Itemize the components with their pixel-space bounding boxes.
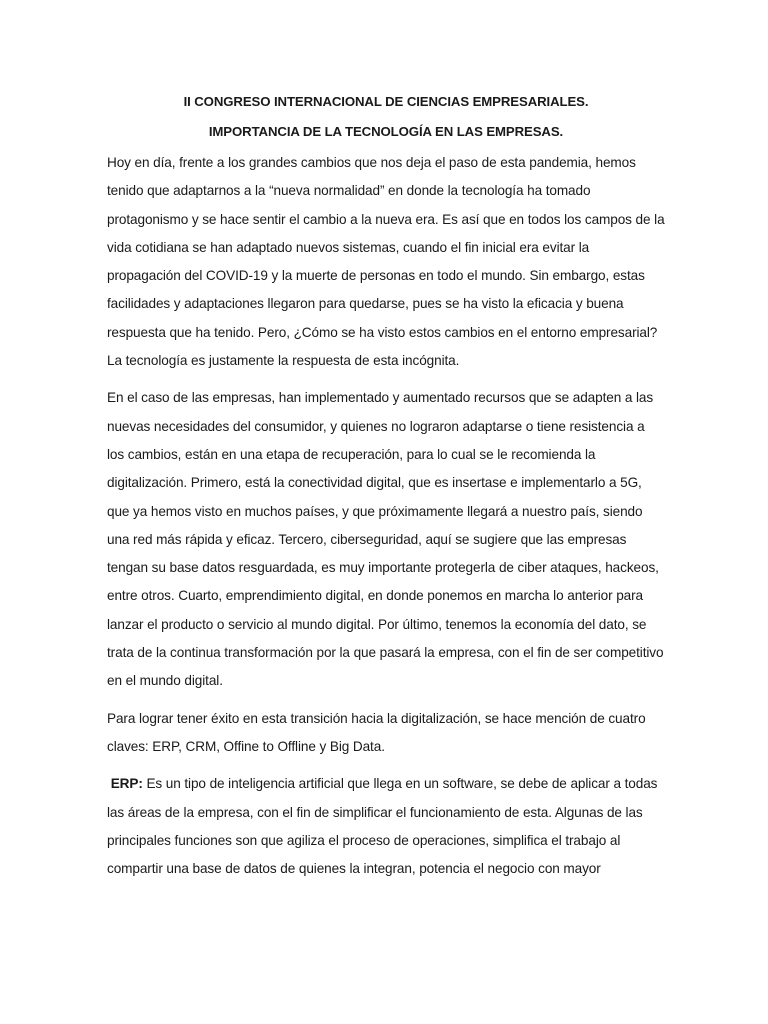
paragraph-companies: En el caso de las empresas, han implementado y aumentado recursos que se adapten a las nuevas necesidades del consumidor, y quienes no lograron adaptarse o tiene resistencia a los cambios, están en una etapa de recuperación, para lo cual se le recomienda la digitalización. Primero, está la conectividad digital, que es insertase e implementarlo a 5G, que ya hemos visto en muchos países, y que próximamente llegará a nuestro país, siendo una red más rápida y eficaz. Tercero, ciberseguridad, aquí se sugiere que las empresas tengan su base datos resguardada, es muy importante protegerla de ciber ataques, hackeos, entre otros. Cuarto, emprendimiento digital, en donde ponemos en marcha lo anterior para lanzar el producto o servicio al mundo digital. Por último, tenemos la economía del dato, se trata de la continua transformación por la que pasará la empresa, con el fin de ser competitivo en el mundo digital. — [107, 390, 664, 689]
erp-lead-label: ERP: — [110, 776, 143, 792]
paragraph-introduction: Hoy en día, frente a los grandes cambios que nos deja el paso de esta pandemia, hemos tenido que adaptarnos a la “nueva normalidad” en donde la tecnología ha tomado protagonismo y se hace sentir el cambio a la nueva era. Es así que en todos los campos de la vida cotidiana se han adaptado nuevos sistemas, cuando el fin inicial era evitar la propagación del COVID-19 y la muerte de personas en todo el mundo. Sin embargo, estas facilidades y adaptaciones llegaron para quedarse, pues se ha visto la eficacia y buena respuesta que ha tenido. Pero, ¿Cómo se ha visto estos cambios en el entorno empresarial? La tecnología es justamente la respuesta de esta incógnita. — [107, 155, 665, 369]
document-heading-title: IMPORTANCIA DE LA TECNOLOGÍA EN LAS EMPRESAS. — [208, 124, 564, 139]
document-heading-congress: II CONGRESO INTERNACIONAL DE CIENCIAS EMPRESARIALES. — [183, 94, 589, 109]
erp-description: Es un tipo de inteligencia artificial que llega en un software, se debe de aplicar a todas las áreas de la empresa, con el fin de simplificar el funcionamiento de esta. Algunas de las principales funciones son que agiliza el proceso de operaciones, simplifica el trabajo al compartir una base de datos de quienes la integran, potencia el negocio con mayor — [107, 776, 658, 877]
paragraph-erp — [107, 770, 665, 883]
document-body — [107, 91, 665, 892]
paragraph-keys: Para lograr tener éxito en esta transición hacia la digitalización, se hace mención de cuatro claves: ERP, CRM, Offine to Offline y Big Data. — [107, 710, 646, 754]
